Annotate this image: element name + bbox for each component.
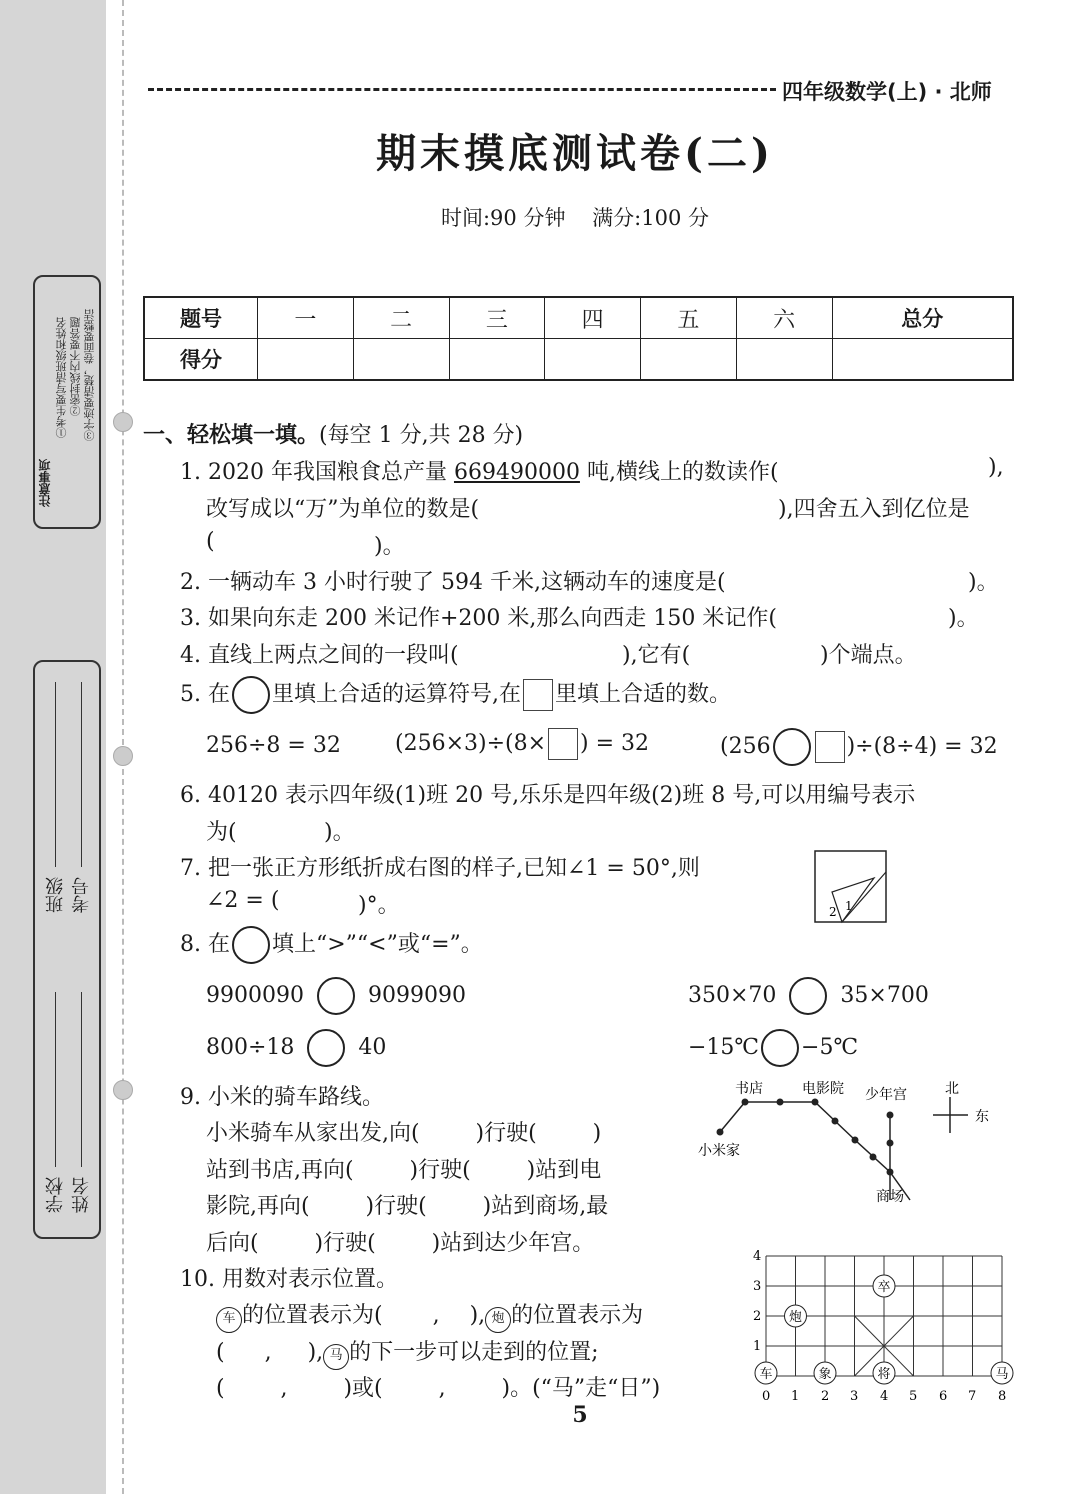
q4-text: 4. 直线上两点之间的一段叫( [180, 643, 459, 668]
q9-line1: 小米骑车从家出发,向( )行驶( ) [206, 1121, 602, 1146]
route-map [690, 1075, 1000, 1215]
q7-line1: 7. 把一张正方形纸折成右图的样子,已知∠1 = 50°,则 [180, 856, 700, 881]
score-cell[interactable] [449, 339, 545, 381]
exam-number-label: 考号 [71, 877, 92, 913]
pao-piece-icon: 炮 [485, 1307, 511, 1333]
q5-expr-3 [720, 728, 998, 766]
zu-piece: 卒 [877, 1280, 891, 1295]
q1-answer-blank-1[interactable] [770, 452, 980, 484]
class-label: 班级 [45, 877, 66, 913]
map-stop [887, 1169, 894, 1176]
q4-answer-blank-1[interactable] [498, 635, 618, 667]
q8-answer-circle[interactable] [307, 1029, 345, 1067]
page-number: 5 [572, 1402, 588, 1428]
x-tick: 7 [968, 1389, 977, 1404]
y-tick: 4 [753, 1249, 762, 1264]
q8-compare-1 [206, 977, 466, 1015]
angle-2-label: 2 [829, 905, 837, 919]
seal-dot [113, 1080, 133, 1100]
q1-close: ), [988, 455, 1004, 480]
q1-answer-blank-3[interactable] [220, 526, 370, 558]
map-stop [777, 1099, 784, 1106]
q7-line2-close: )°。 [358, 893, 400, 918]
y-tick: 1 [753, 1339, 762, 1354]
q8-compare-2 [688, 977, 929, 1015]
q4-end: )个端点。 [820, 643, 917, 668]
q5-answer-box[interactable] [815, 731, 845, 763]
q3-answer-blank[interactable] [780, 598, 940, 630]
class-line[interactable] [55, 682, 56, 867]
q5-text: 里填上合适的数。 [554, 682, 731, 707]
x-tick: 0 [762, 1389, 771, 1404]
q10-text: ), [307, 1340, 324, 1365]
student-info-box [33, 660, 101, 1239]
cinema-label: 电影院 [802, 1081, 844, 1097]
note-item: ③字迹要清楚，卷面要整洁 [83, 309, 96, 441]
q10-line2 [216, 1335, 599, 1370]
score-cell[interactable] [545, 339, 641, 381]
q1-line2: 改写成以“万”为单位的数是( [206, 497, 480, 522]
map-stop [887, 1140, 894, 1147]
xiang-piece: 象 [818, 1367, 832, 1382]
q5-answer-box[interactable] [548, 728, 578, 760]
q5-operator-circle[interactable] [773, 728, 811, 766]
q7-line2-open: ∠2 = ( [206, 888, 280, 913]
score-table [143, 296, 1014, 381]
score-cell[interactable] [641, 339, 737, 381]
q10-text: , [432, 1303, 440, 1328]
q8-left: 350×70 [688, 983, 777, 1008]
book-tag: 四年级数学(上) · 北师 [782, 80, 992, 104]
x-tick: 6 [939, 1389, 948, 1404]
y-tick: 3 [753, 1279, 762, 1294]
q1-line3-close: )。 [374, 534, 405, 559]
map-stop [887, 1112, 894, 1119]
score-header: 一 [258, 297, 354, 339]
q3-text: 3. 如果向东走 200 米记作+200 米,那么向西走 150 米记作( [180, 606, 777, 631]
x-tick: 8 [998, 1389, 1007, 1404]
q1-number: 669490000 [453, 460, 580, 485]
q8-right: 35×700 [840, 983, 929, 1008]
q5-text: 里填上合适的运算符号,在 [271, 682, 521, 707]
bookstore-label: 书店 [735, 1081, 763, 1097]
name-label: 姓名 [71, 1177, 92, 1213]
exam-number-line[interactable] [81, 682, 82, 867]
q8-left: 800÷18 [206, 1035, 295, 1060]
pao-piece: 炮 [788, 1310, 803, 1325]
section-heading [143, 418, 523, 449]
section-points: (每空 1 分,共 28 分) [319, 423, 524, 448]
map-stop [717, 1129, 724, 1136]
q6-answer-blank[interactable] [240, 812, 320, 844]
q8-left: 9900090 [206, 983, 304, 1008]
ma-piece-icon: 马 [323, 1344, 349, 1370]
q4-answer-blank-2[interactable] [716, 635, 816, 667]
youth-palace-label: 少年宫 [865, 1087, 907, 1103]
x-tick: 1 [791, 1389, 800, 1404]
q8-answer-circle[interactable] [317, 977, 355, 1015]
map-stop [870, 1154, 877, 1161]
school-label: 学校 [45, 1177, 66, 1213]
q5-expr-2 [395, 728, 649, 760]
q1-line1 [180, 455, 779, 486]
q9-title: 9. 小米的骑车路线。 [180, 1085, 384, 1110]
jiang-piece: 将 [877, 1367, 891, 1382]
q5-text: 5. 在 [180, 682, 230, 707]
map-stop [852, 1137, 859, 1144]
score-cell[interactable] [258, 339, 354, 381]
q1-text: 1. 2020 年我国粮食总产量 [180, 460, 454, 485]
q5-expr-1: 256÷8 = 32 [206, 733, 341, 758]
x-tick: 4 [880, 1389, 889, 1404]
score-header: 六 [736, 297, 832, 339]
q6-line1: 6. 40120 表示四年级(1)班 20 号,乐乐是四年级(2)班 8 号,可以用编号表示 [180, 783, 916, 808]
map-stop [812, 1099, 819, 1106]
q8-right: 40 [358, 1035, 387, 1060]
q1-line2-end: ),四舍五入到亿位是 [778, 497, 970, 522]
score-cell[interactable] [353, 339, 449, 381]
q10-title: 10. 用数对表示位置。 [180, 1267, 398, 1292]
seal-dot [113, 412, 133, 432]
q8-right: −5℃ [801, 1035, 859, 1060]
y-tick: 2 [753, 1309, 762, 1324]
exam-meta: 时间:90 分钟 满分:100 分 [440, 206, 709, 230]
angle-1-label: 1 [845, 899, 853, 913]
chess-grid [748, 1246, 1018, 1404]
q5-expr-text: (256×3)÷(8× [395, 731, 547, 756]
notes-title: 注意事项 [38, 459, 52, 507]
q1-line3-open: ( [206, 529, 215, 554]
che-piece-icon: 车 [216, 1307, 242, 1333]
q8-left: −15℃ [688, 1035, 760, 1060]
che-piece: 车 [759, 1367, 773, 1382]
q10-text: 的位置表示为( [242, 1303, 383, 1328]
home-label: 小米家 [698, 1143, 740, 1159]
mall-label: 商场 [876, 1189, 904, 1205]
q2-text: 2. 一辆动车 3 小时行驶了 594 千米,这辆动车的速度是( [180, 570, 726, 595]
q6-line2-close: )。 [324, 820, 355, 845]
x-tick: 2 [821, 1389, 830, 1404]
folded-square-figure [814, 850, 888, 924]
ma-piece: 马 [995, 1367, 1009, 1382]
score-cell[interactable] [736, 339, 832, 381]
score-header: 总分 [832, 297, 1013, 339]
q8-instruction [180, 926, 483, 964]
header-rule [148, 88, 776, 91]
q4-mid: ),它有( [622, 643, 691, 668]
q2-answer-blank[interactable] [750, 562, 960, 594]
square-symbol-icon [523, 679, 553, 711]
score-header: 三 [449, 297, 545, 339]
q3-close: )。 [948, 606, 979, 631]
q10-line1 [216, 1298, 643, 1333]
seal-dot [113, 746, 133, 766]
q10-text: ), [469, 1303, 486, 1328]
notes-box [33, 275, 101, 529]
q10-text: , [264, 1340, 272, 1365]
q10-text: 的下一步可以走到的位置; [349, 1340, 599, 1365]
q8-right: 9099090 [367, 983, 466, 1008]
q10-text: ( [216, 1340, 225, 1365]
x-tick: 3 [850, 1389, 859, 1404]
name-line[interactable] [81, 992, 82, 1167]
q6-line2-open: 为( [206, 820, 237, 845]
q8-text: 填上“>”“<”或“=”。 [271, 932, 483, 957]
east-label: 东 [975, 1109, 989, 1125]
q5-expr-text: )÷(8÷4) = 32 [846, 734, 998, 759]
q10-text: 的位置表示为 [511, 1303, 644, 1328]
q8-answer-circle[interactable] [761, 1029, 799, 1067]
score-cell[interactable] [832, 339, 1013, 381]
section-title: 一、轻松填一填。 [143, 423, 320, 448]
q10-line3: ( , )或( , )。(“马”走“日”) [216, 1376, 661, 1401]
q9-line2: 站到书店,再向( )行驶( )站到电 [206, 1158, 602, 1183]
circle-symbol-icon [232, 926, 270, 964]
north-label: 北 [945, 1081, 959, 1097]
score-header: 题号 [144, 297, 258, 339]
note-item: ①考生要写清班级和姓名 [55, 317, 68, 438]
q7-answer-blank[interactable] [275, 885, 355, 917]
score-header: 四 [545, 297, 641, 339]
q5-expr-text: ) = 32 [580, 731, 650, 756]
q8-text: 8. 在 [180, 932, 230, 957]
q1-text: 吨,横线上的数读作( [579, 460, 779, 485]
circle-symbol-icon [232, 676, 270, 714]
q9-line4: 后向( )行驶( )站到达少年宫。 [206, 1231, 595, 1256]
score-header: 五 [641, 297, 737, 339]
q2-close: )。 [968, 570, 999, 595]
q8-compare-3 [206, 1029, 386, 1067]
q1-answer-blank-2[interactable] [530, 489, 770, 521]
q8-compare-4 [688, 1029, 858, 1067]
q5-instruction [180, 676, 731, 714]
map-stop [742, 1099, 749, 1106]
q8-answer-circle[interactable] [789, 977, 827, 1015]
q9-line3: 影院,再向( )行驶( )站到商场,最 [206, 1194, 609, 1219]
note-item: ②密封线内不要答题 [69, 317, 82, 416]
score-header: 二 [353, 297, 449, 339]
map-stop [832, 1118, 839, 1125]
school-line[interactable] [55, 992, 56, 1167]
q5-expr-text: (256 [720, 734, 771, 759]
score-row-label: 得分 [144, 339, 258, 381]
page-title: 期末摸底测试卷(二) [376, 130, 774, 177]
x-tick: 5 [909, 1389, 918, 1404]
